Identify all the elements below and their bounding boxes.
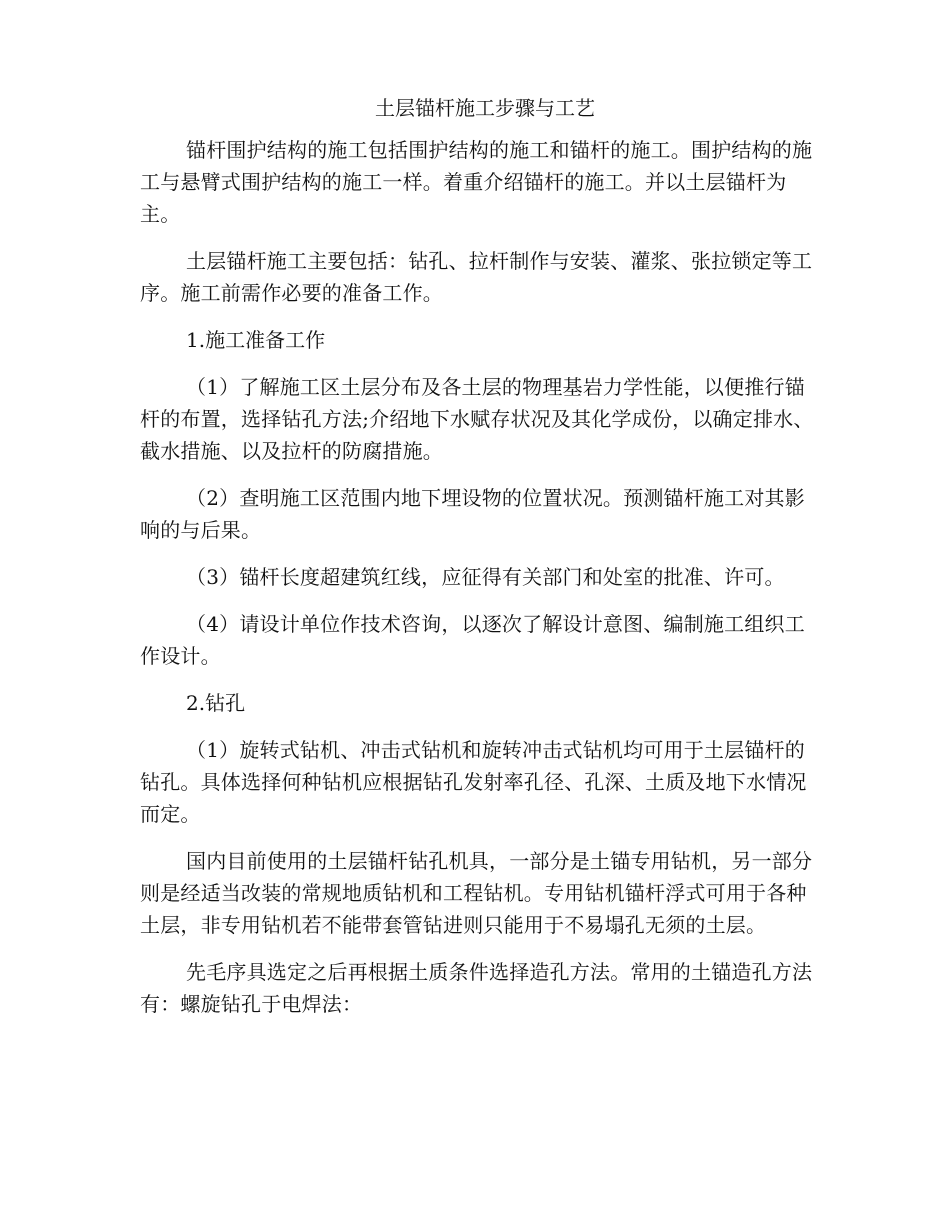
paragraph-drill-item-1: （1）旋转式钻机、冲击式钻机和旋转冲击式钻机均可用于土层锚杆的钻孔。具体选择何种钻机应根据钻孔发射率孔径、孔深、土质及地下水情况而定。 (140, 738, 807, 826)
paragraph-prep-item-4: （4）请设计单位作技术咨询，以逐次了解设计意图、编制施工组织工作设计。 (140, 612, 805, 668)
paragraph-process-overview: 土层锚杆施工主要包括：钻孔、拉杆制作与安装、灌浆、张拉锁定等工序。施工前需作必要的准备工作。 (140, 249, 813, 305)
paragraph-prep-item-3: （3）锚杆长度超建筑红线，应征得有关部门和处室的批准、许可。 (186, 565, 785, 589)
document-title: 土层锚杆施工步骤与工艺 (375, 96, 595, 120)
paragraph-drill-equipment: 国内目前使用的土层锚杆钻孔机具，一部分是土锚专用钻机，另一部分则是经适当改装的常规地质钻机和工程钻机。专用钻机锚杆浮式可用于各种土层，非专用钻机若不能带套管钻进则只能用于不易塌孔无须的土层。 (140, 849, 813, 937)
paragraph-intro: 锚杆围护结构的施工包括围护结构的施工和锚杆的施工。围护结构的施工与悬臂式围护结构的施工一样。着重介绍锚杆的施工。并以土层锚杆为主。 (140, 138, 813, 226)
paragraph-drill-method: 先毛序具选定之后再根据土质条件选择造孔方法。常用的土锚造孔方法有：螺旋钻孔于电焊法： (140, 960, 813, 1016)
document-body (140, 92, 820, 1035)
section-heading-drilling: 2.钻孔 (186, 691, 246, 715)
section-heading-preparation: 1.施工准备工作 (186, 328, 326, 352)
paragraph-prep-item-2: （2）查明施工区范围内地下埋设物的位置状况。预测锚杆施工对其影响的与后果。 (140, 486, 805, 542)
paragraph-prep-item-1: （1）了解施工区土层分布及各土层的物理基岩力学性能，以便推行锚杆的布置，选择钻孔方法;介绍地下水赋存状况及其化学成份，以确定排水、截水措施、以及拉杆的防腐措施。 (140, 375, 814, 463)
